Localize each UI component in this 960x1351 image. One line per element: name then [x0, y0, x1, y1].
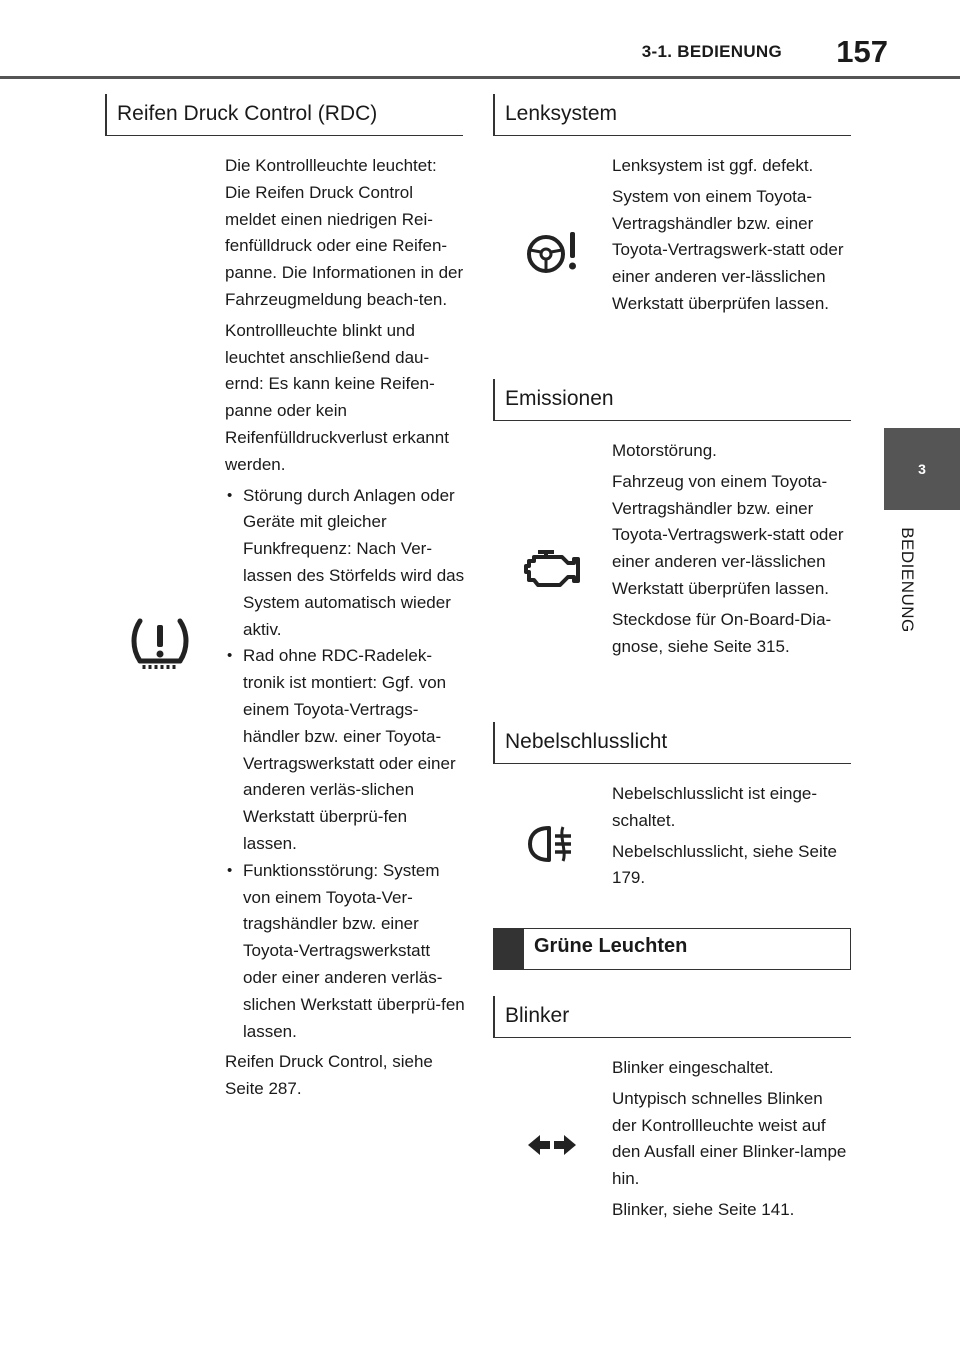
- section-label: 3-1. BEDIENUNG: [641, 42, 782, 61]
- rdc-bullet-3: • Funktionsstörung: System von einem Toyota-Ver-tragshändler bzw. einer Toyota-Vertragswerkstatt oder einer anderen verläs-slichen Werkstatt überprü-fen lassen.: [225, 858, 465, 1046]
- emis-title: Emissionen: [505, 387, 614, 410]
- chapter-label: BEDIENUNG: [898, 527, 917, 633]
- emis-text: [612, 438, 847, 664]
- rdc-bullet-2: • Rad ohne RDC-Radelek-tronik ist montiert: Ggf. von einem Toyota-Vertrags-händler bzw. einer Toyota-Vertragswerkstatt oder einer anderen verläs-slichen Werkstatt überprü-fen lassen.: [225, 643, 465, 857]
- rdc-bullet-list: [225, 483, 465, 1046]
- emis-paragraph-3: Steckdose für On-Board-Dia-gnose, siehe Seite 315.: [612, 609, 832, 656]
- engine-check-icon: [524, 548, 580, 588]
- nebel-title: Nebelschlusslicht: [505, 730, 668, 753]
- turn-signal-icon: [526, 1133, 578, 1157]
- page-number: 157: [836, 34, 888, 69]
- rdc-title: Reifen Druck Control (RDC): [117, 102, 378, 125]
- lenk-text: [612, 153, 847, 322]
- rdc-paragraph-1: Die Kontrollleuchte leuchtet: Die Reifen Druck Control meldet einen niedrigen Rei-fenfülldruck oder eine Reifen-panne. Die Informationen in der Fahrzeugmeldung beach-ten.: [225, 156, 464, 309]
- emis-paragraph-1: Motorstörung.: [612, 441, 717, 460]
- lenk-paragraph-1: Lenksystem ist ggf. defekt.: [612, 156, 814, 175]
- emis-paragraph-2: Fahrzeug von einem Toyota-Vertragshändler bzw. einer Toyota-Vertragswerk-statt oder einer anderen ver-lässlichen Werkstatt überprüfen lassen.: [612, 471, 844, 598]
- lenk-paragraph-2: System von einem Toyota-Vertragshändler bzw. einer Toyota-Vertragswerk-statt oder einer anderen ver-lässlichen Werkstatt überprüfen lassen.: [612, 186, 844, 313]
- nebel-text: [612, 781, 847, 896]
- tire-pressure-warning-icon: [130, 615, 190, 671]
- chapter-label-container: [893, 522, 933, 662]
- rdc-bullet-1: • Störung durch Anlagen oder Geräte mit gleicher Funkfrequenz: Nach Ver-lassen des Störfelds wird das System automatisch wieder aktiv.: [225, 483, 465, 644]
- rdc-paragraph-3: Reifen Druck Control, siehe Seite 287.: [225, 1052, 433, 1099]
- nebel-paragraph-2: Nebelschlusslicht, siehe Seite 179.: [612, 841, 837, 888]
- rdc-paragraph-2: Kontrollleuchte blinkt und leuchtet anschließend dau-ernd: Es kann keine Reifen-panne oder kein Reifenfülldruckverlust erkannt werden.: [225, 320, 449, 474]
- blinker-section-header: [493, 996, 851, 1038]
- blinker-paragraph-1: Blinker eingeschaltet.: [612, 1058, 774, 1077]
- rdc-section-header: [105, 94, 463, 136]
- chapter-number: 3: [918, 461, 926, 477]
- blinker-title: Blinker: [505, 1004, 570, 1027]
- lenk-title: Lenksystem: [505, 102, 618, 125]
- green-lights-header: [493, 928, 851, 970]
- nebel-section-header: [493, 722, 851, 764]
- blinker-paragraph-2: Untypisch schnelles Blinken der Kontrollleuchte weist auf den Ausfall einer Blinker-lampe hin.: [612, 1088, 847, 1189]
- green-lights-header-block: [494, 929, 524, 969]
- steering-warning-icon: [524, 230, 584, 274]
- chapter-tab: [884, 428, 960, 510]
- lenk-section-header: [493, 94, 851, 136]
- rdc-text: [225, 153, 465, 1107]
- green-lights-title: Grüne Leuchten: [534, 935, 688, 957]
- emis-section-header: [493, 379, 851, 421]
- blinker-text: [612, 1055, 847, 1228]
- nebel-paragraph-1: Nebelschlusslicht ist einge-schaltet.: [612, 784, 818, 830]
- blinker-paragraph-3: Blinker, siehe Seite 141.: [612, 1199, 795, 1219]
- page-header: [0, 0, 960, 80]
- rear-fog-light-icon: [527, 824, 577, 864]
- header-rule: [0, 76, 960, 79]
